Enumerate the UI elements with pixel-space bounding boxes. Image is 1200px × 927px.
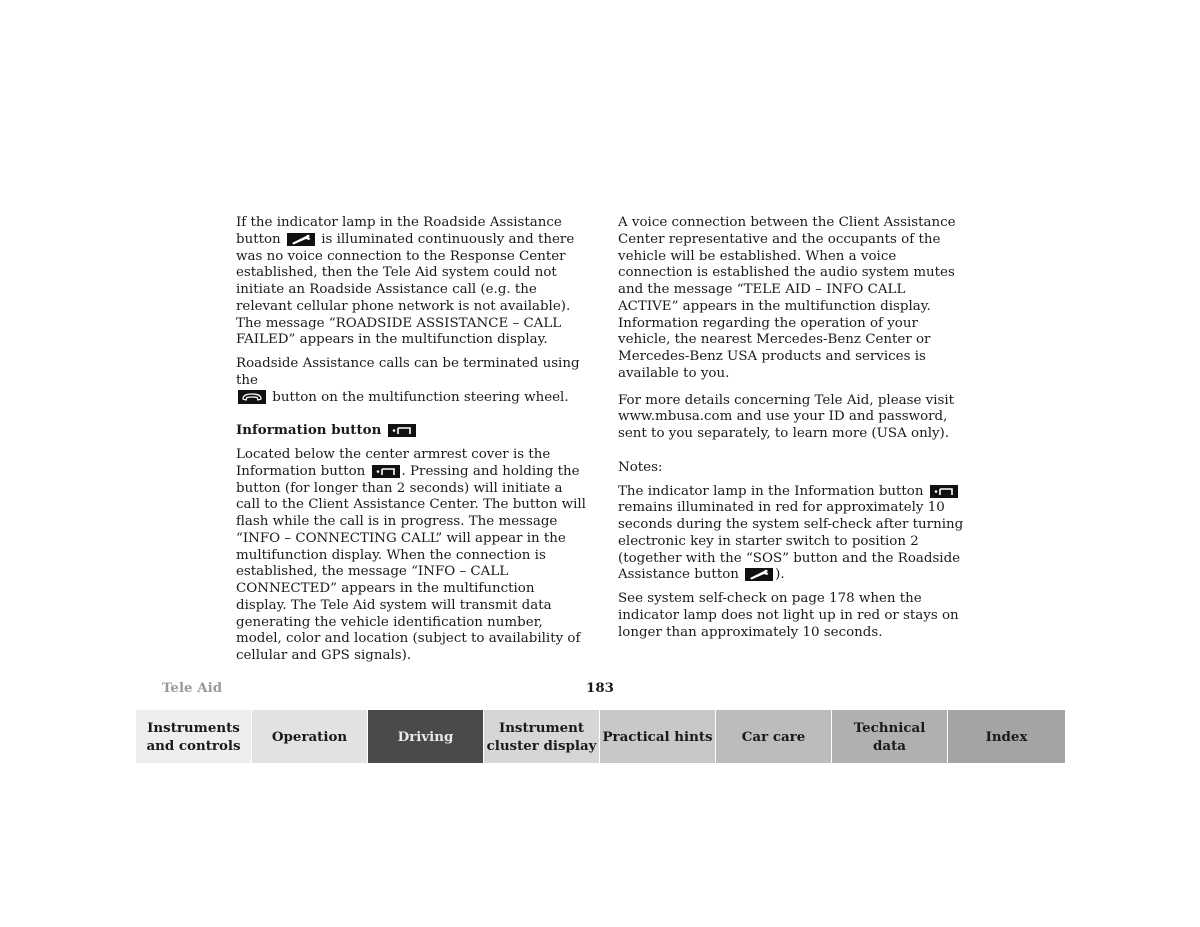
terminate-call-paragraph — [236, 356, 586, 406]
text-segment: is illuminated continuously and there was no voice connection to the Response Center established, then the Tele Aid system could not initiate an Roadside Assistance call (e.g. the relevant cellular phone network is not available). The message “ROADSIDE ASSISTANCE – CALL FAILED” appears in the multifunction display. — [236, 231, 575, 348]
tab-instrument-cluster-display[interactable]: Instrument cluster display — [484, 710, 600, 763]
end-call-icon — [238, 390, 266, 404]
wrench-icon — [745, 568, 773, 581]
tab-car-care[interactable]: Car care — [716, 710, 832, 763]
info-button-paragraph — [236, 447, 586, 665]
info-icon — [930, 485, 958, 498]
notes-label: Notes: — [618, 459, 663, 475]
voice-connection-paragraph: A voice connection between the Client Assistance Center representative and the occupants of the vehicle will be established. When a voice connection is established the audio system mutes and the message “TELE AID – INFO CALL ACTIVE” appears in the multifunction display. Information regarding the operation of your vehicle, the nearest Mercedes-Benz Center or Mercedes-Benz USA products and services is available to you. — [618, 215, 956, 381]
section-heading — [236, 422, 586, 439]
self-check-paragraph: See system self-check on page 178 when the indicator lamp does not light up in red or stays on longer than approximately 10 seconds. — [618, 591, 959, 640]
info-icon — [388, 424, 416, 437]
text-segment: remains illuminated in red for approximately 10 seconds during the system self-check after turning electronic key in starter switch to position 2 (together with the “SOS” button and the Roadside Assistance button — [618, 500, 964, 583]
text-segment: Located below the center armrest cover is the Information button — [236, 447, 551, 479]
chapter-nav — [136, 710, 1065, 763]
text-segment: The indicator lamp in the Information button — [618, 483, 924, 499]
text-segment: ). — [775, 567, 785, 583]
roadside-lamp-paragraph — [236, 215, 586, 349]
text-segment: . Pressing and holding the button (for longer than 2 seconds) will initiate a call to the Client Assistance Center. The button will flash while the call is in progress. The message “INFO – CONNECTING CALL” will appear in the multifunction display. When the connection is established, the message “INFO – CALL CONNECTED” appears in the multifunction display. The Tele Aid system will transmit data generating the vehicle identification number, model, color and location (subject to availability of cellular and GPS signals). — [236, 463, 586, 663]
info-icon — [372, 465, 400, 478]
tab-practical-hints[interactable]: Practical hints — [600, 710, 716, 763]
right-column — [618, 215, 968, 648]
tab-technical-data[interactable]: Technical data — [832, 710, 948, 763]
indicator-note-paragraph — [618, 484, 968, 585]
left-column — [236, 215, 586, 672]
wrench-icon — [287, 233, 315, 246]
text-segment: If the indicator lamp in the Roadside Assistance button — [236, 215, 562, 247]
tab-index[interactable]: Index — [948, 710, 1065, 763]
tab-operation[interactable]: Operation — [252, 710, 368, 763]
text-segment: Roadside Assistance calls can be terminated using the — [236, 356, 580, 388]
text-segment: button on the multifunction steering wheel. — [272, 389, 569, 405]
details-paragraph: For more details concerning Tele Aid, please visit www.mbusa.com and use your ID and password, sent to you separately, to learn more (USA only). — [618, 392, 955, 441]
tab-driving[interactable]: Driving — [368, 710, 484, 763]
heading-text: Information button — [236, 422, 382, 439]
page-number: 183 — [586, 680, 614, 696]
section-name: Tele Aid — [162, 680, 223, 696]
tab-instruments-and-controls[interactable]: Instruments and controls — [136, 710, 252, 763]
